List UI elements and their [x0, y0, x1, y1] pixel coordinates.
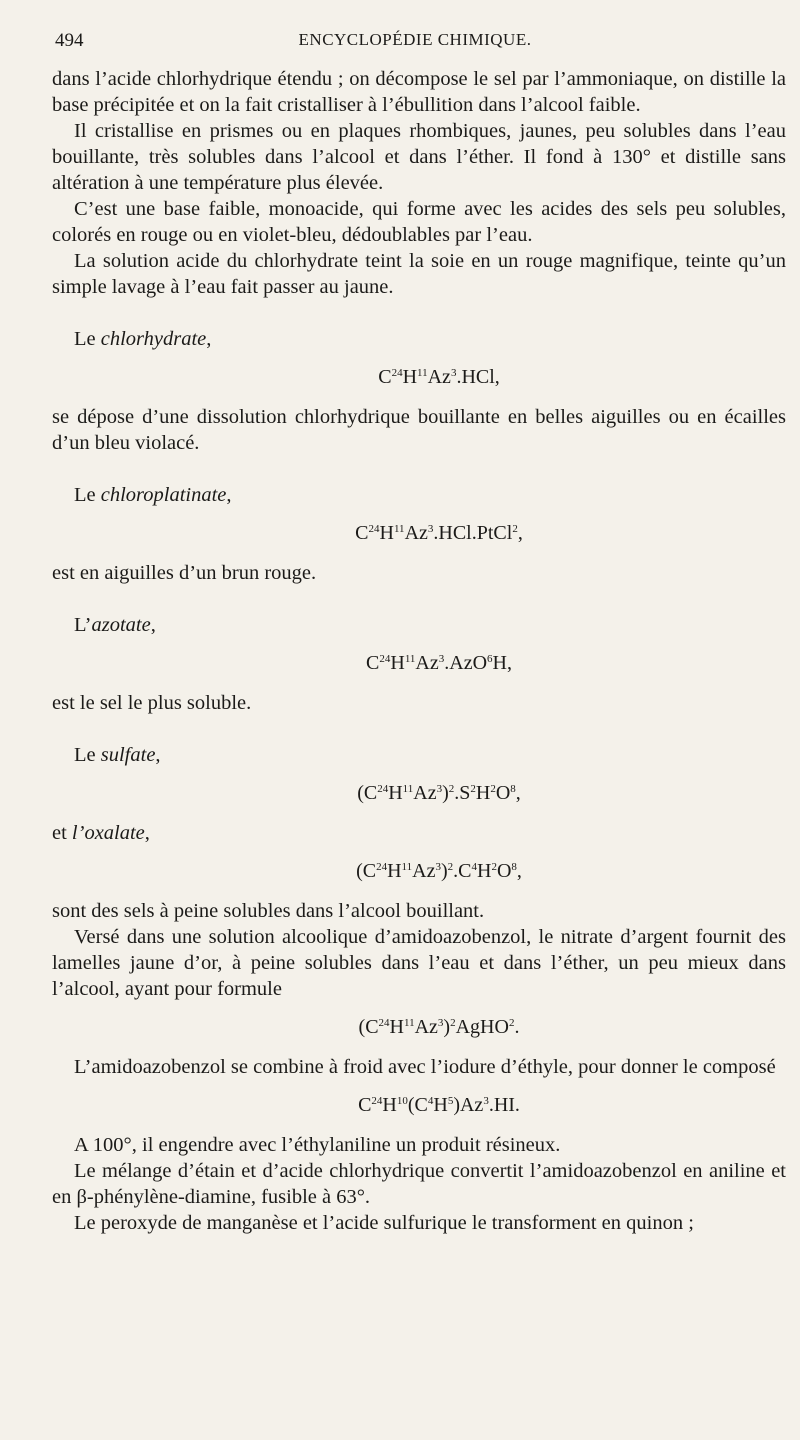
formula-superscript: 24	[377, 783, 389, 795]
formula-superscript: 24	[371, 1095, 383, 1107]
formula-text: H	[389, 1016, 404, 1038]
formula-superscript: 11	[401, 861, 413, 873]
formula-superscript: 3	[450, 367, 457, 379]
formula-text: )Az	[453, 1094, 484, 1116]
formula-superscript: 11	[417, 367, 428, 379]
formula-text: .HCl.PtCl	[433, 522, 513, 544]
formula-text: H	[388, 782, 403, 804]
paragraph: A 100°, il engendre avec l’éthylaniline un produit résineux.	[74, 1134, 561, 1156]
chemical-formula	[52, 780, 786, 806]
chemical-formula	[52, 1014, 786, 1040]
formula-text: H,	[492, 652, 512, 674]
formula-superscript: 5	[447, 1095, 454, 1107]
formula-superscript: 3	[483, 1095, 489, 1107]
formula-text: H	[382, 1094, 397, 1116]
page-body	[52, 66, 786, 1236]
formula-superscript: 2	[490, 783, 496, 795]
formula-superscript: 2	[470, 783, 476, 795]
paragraph: est le sel le plus soluble.	[52, 692, 252, 714]
salt-heading-chlorhydrate: Le chlorhydrate,	[74, 328, 212, 350]
formula-superscript: 8	[511, 861, 517, 873]
formula-superscript: 24	[368, 523, 380, 535]
formula-text: .AzO	[444, 652, 488, 674]
salt-heading-azotate: L’azotate,	[74, 614, 156, 636]
formula-superscript: 8	[510, 783, 516, 795]
formula-text: Az	[414, 1016, 438, 1038]
formula-text: H	[476, 860, 492, 882]
paragraph: Versé dans une solution alcoolique d’amidoazobenzol, le nitrate d’argent fournit des lamelles jaune d’or, à peine solubles dans l’eau et dans l’éther, un peu mieux dans l’alcool, ayant pour formule	[52, 926, 786, 1000]
formula-text: H	[379, 522, 394, 544]
salt-name: l’oxalate	[71, 822, 145, 844]
formula-text: )	[442, 782, 449, 804]
formula-text: (C	[407, 1094, 428, 1116]
formula-superscript: 2	[491, 861, 497, 873]
formula-superscript: 3	[437, 1017, 444, 1029]
paragraph: C’est une base faible, monoacide, qui forme avec les acides des sels peu solubles, colorés en rouge ou en violet-bleu, dédoublables par l’eau.	[52, 198, 786, 246]
formula-text: .HI.	[488, 1094, 520, 1116]
paragraph: La solution acide du chlorhydrate teint la soie en un rouge magnifique, teinte qu’un simple lavage à l’eau fait passer au jaune.	[52, 250, 786, 298]
chemical-formula	[52, 364, 786, 390]
formula-text: H	[387, 860, 402, 882]
formula-superscript: 2	[448, 783, 455, 795]
formula-superscript: 3	[427, 523, 434, 535]
paragraph: sont des sels à peine solubles dans l’alcool bouillant.	[52, 900, 485, 922]
formula-text: H	[390, 652, 405, 674]
chemical-formula	[52, 650, 786, 676]
formula-superscript: 24	[378, 1017, 390, 1029]
formula-superscript: 24	[376, 861, 388, 873]
salt-name: sulfate	[100, 744, 156, 766]
paragraph: se dépose d’une dissolution chlorhydrique bouillante en belles aiguilles ou en écailles d’un bleu violacé.	[52, 406, 786, 454]
formula-text: (C	[358, 1016, 379, 1038]
formula-text: C	[355, 522, 369, 544]
salt-name: azotate	[91, 614, 151, 636]
formula-text: .	[514, 1016, 520, 1038]
paragraph: Le peroxyde de manganèse et l’acide sulfurique le transforment en quinon ;	[74, 1212, 694, 1234]
formula-superscript: 11	[402, 783, 414, 795]
formula-superscript: 10	[396, 1095, 408, 1107]
formula-superscript: 6	[487, 653, 493, 665]
formula-superscript: 11	[393, 523, 405, 535]
running-title: ENCYCLOPÉDIE CHIMIQUE.	[298, 30, 532, 49]
salt-heading-chloroplatinate: Le chloroplatinate,	[74, 484, 232, 506]
salt-heading-oxalate: et l’oxalate,	[52, 822, 150, 844]
formula-text: )	[440, 860, 448, 882]
formula-text: O	[495, 782, 511, 804]
chemical-formula	[52, 1092, 786, 1118]
salt-name: chlorhydrate	[100, 328, 207, 350]
formula-text: Az	[415, 652, 439, 674]
formula-superscript: 24	[391, 367, 403, 379]
formula-text: Az	[427, 366, 451, 388]
formula-text: Az	[404, 522, 428, 544]
salt-name: chloroplatinate	[100, 484, 227, 506]
formula-text: C	[378, 366, 392, 388]
formula-text: H	[402, 366, 418, 388]
formula-text: .C	[453, 860, 472, 882]
formula-text: .S	[454, 782, 471, 804]
paragraph: L’amidoazobenzol se combine à froid avec l’iodure d’éthyle, pour donner le composé	[74, 1056, 776, 1078]
chemical-formula	[52, 520, 786, 546]
formula-superscript: 2	[512, 523, 518, 535]
formula-text: C	[366, 652, 380, 674]
salt-heading-sulfate: Le sulfate,	[74, 744, 161, 766]
formula-text: AgHO	[455, 1016, 509, 1038]
formula-superscript: 4	[427, 1095, 434, 1107]
formula-text: )	[443, 1016, 451, 1038]
formula-text: (C	[356, 860, 377, 882]
formula-text: O	[496, 860, 512, 882]
formula-text: Az	[413, 782, 437, 804]
formula-text: C	[358, 1094, 372, 1116]
formula-text: Az	[412, 860, 436, 882]
formula-text: H	[433, 1094, 448, 1116]
formula-text: H	[475, 782, 491, 804]
chemical-formula	[52, 858, 786, 884]
paragraph: dans l’acide chlorhydrique étendu ; on décompose le sel par l’ammoniaque, on distille la base précipitée et on la fait cristalliser à l’ébullition dans l’alcool faible.	[52, 68, 786, 116]
formula-text: .HCl,	[456, 366, 500, 388]
paragraph: Il cristallise en prismes ou en plaques rhombiques, jaunes, peu solubles dans l’eau bouillante, très solubles dans l’alcool et dans l’éther. Il fond à 130° et distille sans altération à une température plus élevée.	[52, 120, 786, 194]
formula-superscript: 4	[471, 861, 477, 873]
formula-superscript: 3	[435, 861, 441, 873]
formula-superscript: 2	[508, 1017, 515, 1029]
formula-text: ,	[515, 782, 521, 804]
formula-text: ,	[517, 522, 523, 544]
formula-superscript: 2	[447, 861, 454, 873]
formula-superscript: 24	[379, 653, 391, 665]
formula-superscript: 3	[438, 653, 445, 665]
formula-superscript: 3	[436, 783, 443, 795]
formula-superscript: 11	[404, 653, 416, 665]
formula-superscript: 2	[450, 1017, 456, 1029]
paragraph: est en aiguilles d’un brun rouge.	[52, 562, 317, 584]
page-header	[55, 30, 775, 58]
formula-text: (C	[357, 782, 378, 804]
paragraph: Le mélange d’étain et d’acide chlorhydrique convertit l’amidoazobenzol en aniline et en β-phénylène-diamine, fusible à 63°.	[52, 1160, 786, 1208]
page-number: 494	[55, 30, 84, 51]
formula-superscript: 11	[404, 1017, 415, 1029]
formula-text: ,	[516, 860, 522, 882]
